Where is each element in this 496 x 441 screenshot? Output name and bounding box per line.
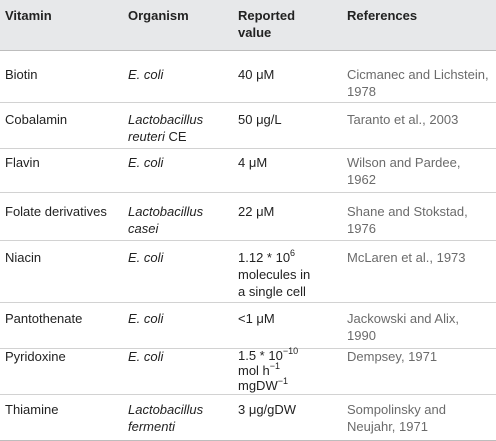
value-exponent: −1 — [269, 360, 281, 371]
value-exponent: −10 — [282, 345, 299, 356]
value-line — [238, 249, 338, 266]
table-row — [0, 395, 496, 441]
value-line: a single cell — [238, 284, 306, 299]
value-base: 1.5 * 10 — [238, 348, 283, 363]
reference-line: 1962 — [347, 172, 376, 187]
organism-name: E. coli — [128, 250, 164, 265]
reported-value: <1 μM — [238, 311, 275, 326]
value-exponent: −1 — [277, 375, 288, 386]
vitamin-name: Pantothenate — [5, 311, 83, 326]
vitamin-name: Biotin — [5, 67, 38, 82]
reference-line: 1990 — [347, 328, 376, 343]
header-organism: Organism — [128, 8, 189, 23]
organism-line: casei — [128, 221, 159, 236]
organism-name: E. coli — [128, 67, 164, 82]
table-row — [0, 303, 496, 349]
reference: McLaren et al., 1973 — [347, 250, 466, 265]
organism-line — [128, 128, 232, 145]
vitamin-name: Niacin — [5, 250, 42, 265]
table-row — [0, 345, 496, 395]
reference: Dempsey, 1971 — [347, 349, 438, 364]
reference — [347, 310, 492, 344]
reference — [347, 401, 492, 435]
reported-value — [238, 249, 338, 300]
organism-name: E. coli — [128, 311, 164, 326]
header-value-line2: value — [238, 25, 272, 40]
table-row — [0, 103, 496, 149]
header-vitamin: Vitamin — [5, 8, 52, 23]
organism-name — [128, 111, 232, 145]
organism-line: Lactobacillus — [128, 402, 204, 417]
organism-name — [128, 203, 232, 237]
organism-name: E. coli — [128, 349, 164, 364]
value-unit: mol h — [238, 363, 270, 378]
value-base: 1.12 * 10 — [238, 250, 291, 265]
reference-line: Shane and Stokstad, — [347, 204, 468, 219]
reference-line: Wilson and Pardee, — [347, 155, 461, 170]
reference-line: Jackowski and Alix, — [347, 311, 459, 326]
organism-line: Lactobacillus — [128, 112, 204, 127]
header-value-line1: Reported — [238, 8, 296, 23]
reported-value: 50 μg/L — [238, 112, 282, 127]
organism-name: E. coli — [128, 155, 164, 170]
table-row — [0, 149, 496, 193]
reported-value: 22 μM — [238, 204, 275, 219]
header-reported-value — [238, 7, 338, 41]
value-line: molecules in — [238, 267, 311, 282]
header-references: References — [347, 8, 418, 23]
reference-line: 1976 — [347, 221, 376, 236]
reference-line: 1978 — [347, 84, 376, 99]
reference-line: Cicmanec and Lichstein, — [347, 67, 489, 82]
organism-line: fermenti — [128, 419, 175, 434]
vitamin-name: Thiamine — [5, 402, 59, 417]
reference — [347, 154, 492, 188]
value-line — [238, 375, 338, 393]
value-line — [238, 360, 338, 378]
table-row — [0, 51, 496, 103]
vitamin-name: Cobalamin — [5, 112, 68, 127]
reported-value: 40 μM — [238, 67, 275, 82]
organism-strain: CE — [164, 129, 187, 144]
value-unit: mgDW — [238, 378, 278, 393]
vitamin-name: Pyridoxine — [5, 349, 66, 364]
organism-line: Lactobacillus — [128, 204, 204, 219]
reference-line: Sompolinsky and — [347, 402, 446, 417]
reference-line: Neujahr, 1971 — [347, 419, 428, 434]
vitamin-name: Folate derivatives — [5, 204, 107, 219]
organism-species: reuteri — [128, 129, 165, 144]
reference — [347, 203, 492, 237]
table-header — [0, 0, 496, 51]
reported-value: 4 μM — [238, 155, 268, 170]
reference — [347, 66, 492, 100]
table-row — [0, 241, 496, 303]
reported-value — [238, 345, 338, 393]
organism-name — [128, 401, 232, 435]
value-line — [238, 345, 338, 363]
value-exponent: 6 — [290, 247, 296, 258]
reported-value: 3 μg/gDW — [238, 402, 297, 417]
table-row — [0, 193, 496, 241]
reference: Taranto et al., 2003 — [347, 112, 459, 127]
vitamin-name: Flavin — [5, 155, 40, 170]
